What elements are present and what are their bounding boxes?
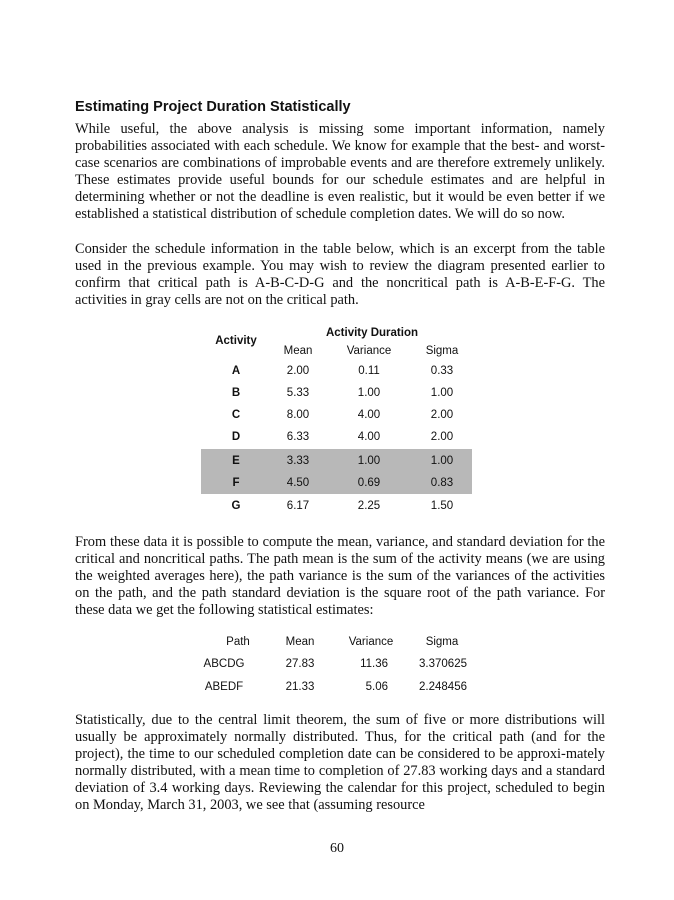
activity-label: A [231, 365, 241, 377]
header-sigma: Sigma [425, 345, 459, 357]
header-mean: Mean [285, 636, 315, 648]
page-number: 60 [330, 841, 344, 856]
path-variance: 11.36 [360, 658, 388, 670]
activity-sigma: 2.00 [430, 431, 454, 443]
path-variance: 5.06 [365, 681, 388, 693]
activity-mean: 4.50 [286, 477, 310, 489]
activity-sigma: 1.00 [430, 455, 454, 467]
activity-mean: 2.00 [286, 365, 310, 377]
activity-label: D [231, 431, 241, 443]
activity-label: F [232, 477, 240, 489]
activity-label: G [231, 500, 241, 512]
activity-sigma: 2.00 [430, 409, 454, 421]
activity-variance: 1.00 [357, 455, 381, 467]
activity-sigma: 0.83 [430, 477, 454, 489]
paragraph-table-context: Consider the schedule information in the table below, which is an excerpt from the table used in the previous example. You may wish to review the diagram presented earlier to confirm that critical path is A-B-C-D-G and the noncritical path is A-B-E-F-G. The activities in gray cells are not on the critical path. [75, 241, 605, 308]
activity-mean: 6.33 [286, 431, 310, 443]
activity-mean: 5.33 [286, 387, 310, 399]
section-title: Estimating Project Duration Statistically [75, 99, 351, 115]
activity-variance: 4.00 [357, 409, 381, 421]
activity-label: E [232, 455, 240, 467]
activity-label: C [231, 409, 241, 421]
header-mean: Mean [283, 345, 313, 357]
activity-mean: 8.00 [286, 409, 310, 421]
header-variance: Variance [346, 345, 392, 357]
path-sigma: 3.370625 [419, 658, 467, 670]
paragraph-central-limit: Statistically, due to the central limit theorem, the sum of five or more distributions will usually be approximately normally distributed. Thus, for the critical path (and for the project), the time to our scheduled completion date can be considered to be approxi-mately normally distributed, with a mean time to completion of 27.83 working days and a standard deviation of 3.4 working days. Reviewing the calendar for this project, scheduled to begin on Monday, March 31, 2003, we see that (assuming resource [75, 712, 605, 813]
activity-variance: 4.00 [357, 431, 381, 443]
activity-mean: 3.33 [286, 455, 310, 467]
activity-variance: 1.00 [357, 387, 381, 399]
paragraph-path-statistics: From these data it is possible to compute the mean, variance, and standard deviation for the critical and noncritical paths. The path mean is the sum of the activity means (we are using the weighted averages here), the path variance is the sum of the variances of the activities on the path, and the path standard deviation is the square root of the path variance. For these data we get the following statistical estimates: [75, 534, 605, 618]
header-activity: Activity [215, 335, 257, 347]
activity-sigma: 0.33 [430, 365, 454, 377]
path-name: ABCDG [203, 658, 245, 670]
activity-sigma: 1.00 [430, 387, 454, 399]
activity-variance: 0.11 [358, 365, 380, 377]
header-variance: Variance [348, 636, 394, 648]
path-name: ABEDF [204, 681, 244, 693]
paragraph-intro: While useful, the above analysis is missing some important information, namely probabilities associated with each schedule. We know for example that the best- and worst-case scenarios are combinations of improbable events and are therefore extremely unlikely. These estimates provide useful bounds for our schedule estimates and are helpful in determining whether or not the deadline is even realistic, but it would be even better if we established a statistical distribution of schedule completion dates. We will do so now. [75, 121, 605, 222]
header-sigma: Sigma [425, 636, 459, 648]
activity-label: B [231, 387, 241, 399]
path-sigma: 2.248456 [419, 681, 467, 693]
path-mean: 27.83 [285, 658, 315, 670]
activity-mean: 6.17 [286, 500, 310, 512]
activity-variance: 0.69 [357, 477, 381, 489]
activity-variance: 2.25 [357, 500, 381, 512]
header-path: Path [226, 636, 250, 648]
header-activity-duration: Activity Duration [325, 327, 418, 339]
path-mean: 21.33 [285, 681, 315, 693]
activity-sigma: 1.50 [430, 500, 454, 512]
